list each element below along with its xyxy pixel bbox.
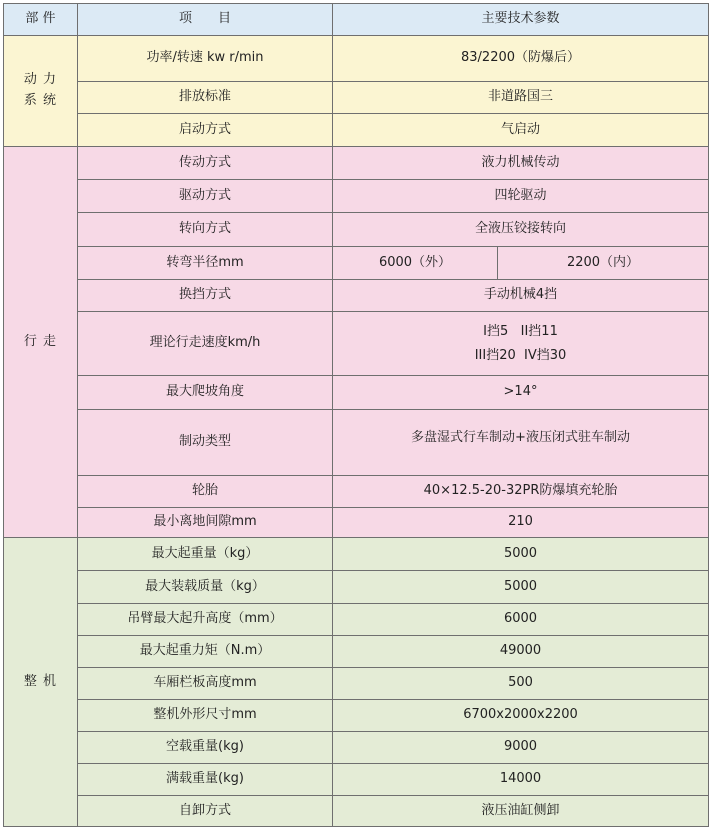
- value-cell: 液力机械传动: [333, 147, 709, 180]
- table-row: [4, 280, 709, 312]
- table-row: [4, 312, 709, 376]
- item-cell: 最大装载质量（kg）: [78, 571, 333, 604]
- table-row: [4, 508, 709, 538]
- table-row: [4, 36, 709, 82]
- speed-line-2: III挡20 IV挡30: [474, 347, 567, 363]
- value-cell-outer: 6000（外）: [333, 247, 498, 280]
- value-cell: 500: [333, 668, 709, 700]
- value-cell: 14000: [333, 764, 709, 796]
- item-cell: 驱动方式: [78, 180, 333, 213]
- category-power: 动 力 系 统: [4, 36, 78, 147]
- table-row: [4, 604, 709, 636]
- table-row: [4, 571, 709, 604]
- item-cell: 最大爬坡角度: [78, 376, 333, 410]
- item-cell: 转向方式: [78, 213, 333, 247]
- item-cell: 最小离地间隙mm: [78, 508, 333, 538]
- item-cell: 排放标准: [78, 82, 333, 114]
- table-row: [4, 213, 709, 247]
- value-cell: 40×12.5-20-32PR防爆填充轮胎: [333, 476, 709, 508]
- value-cell: 全液压铰接转向: [333, 213, 709, 247]
- item-cell: 吊臂最大起升高度（mm）: [78, 604, 333, 636]
- header-params: 主要技术参数: [333, 4, 709, 36]
- value-cell: 四轮驱动: [333, 180, 709, 213]
- item-cell: 理论行走速度km/h: [78, 312, 333, 376]
- value-cell: 5000: [333, 538, 709, 571]
- value-cell-inner: 2200（内）: [498, 247, 709, 280]
- value-cell: 83/2200（防爆后）: [333, 36, 709, 82]
- value-cell: >14°: [333, 376, 709, 410]
- item-cell: 功率/转速 kw r/min: [78, 36, 333, 82]
- item-cell: 轮胎: [78, 476, 333, 508]
- table-row: [4, 764, 709, 796]
- item-cell: 自卸方式: [78, 796, 333, 827]
- value-cell: 5000: [333, 571, 709, 604]
- item-cell: 换挡方式: [78, 280, 333, 312]
- value-cell: 9000: [333, 732, 709, 764]
- item-cell: 车厢栏板高度mm: [78, 668, 333, 700]
- item-cell: 整机外形尺寸mm: [78, 700, 333, 732]
- value-cell: 非道路国三: [333, 82, 709, 114]
- header-item: 项 目: [78, 4, 333, 36]
- value-cell: 手动机械4挡: [333, 280, 709, 312]
- table-row: [4, 538, 709, 571]
- table-row: [4, 147, 709, 180]
- category-machine: 整 机: [4, 538, 78, 827]
- item-cell: 空载重量(kg): [78, 732, 333, 764]
- item-cell: 满载重量(kg): [78, 764, 333, 796]
- table-row: [4, 732, 709, 764]
- table-row: [4, 668, 709, 700]
- value-cell: [333, 312, 709, 376]
- value-cell: 多盘湿式行车制动+液压闭式驻车制动: [333, 410, 709, 476]
- item-cell: 最大起重力矩（N.m）: [78, 636, 333, 668]
- item-cell: 制动类型: [78, 410, 333, 476]
- value-cell: 6000: [333, 604, 709, 636]
- item-cell: 最大起重量（kg）: [78, 538, 333, 571]
- value-cell: 气启动: [333, 114, 709, 147]
- item-cell: 转弯半径mm: [78, 247, 333, 280]
- table-row: [4, 247, 709, 280]
- value-cell: 49000: [333, 636, 709, 668]
- spec-table: [3, 3, 709, 827]
- table-row: [4, 180, 709, 213]
- value-cell: 6700x2000x2200: [333, 700, 709, 732]
- table-row: [4, 410, 709, 476]
- table-row: [4, 796, 709, 827]
- header-component: 部 件: [4, 4, 78, 36]
- table-row: [4, 636, 709, 668]
- table-row: [4, 376, 709, 410]
- table-row: [4, 82, 709, 114]
- value-cell: 210: [333, 508, 709, 538]
- header-row: [4, 4, 709, 36]
- item-cell: 启动方式: [78, 114, 333, 147]
- table-row: [4, 476, 709, 508]
- item-cell: 传动方式: [78, 147, 333, 180]
- speed-line-1: I挡5 II挡11: [483, 323, 558, 339]
- table-row: [4, 700, 709, 732]
- table-row: [4, 114, 709, 147]
- category-travel: 行 走: [4, 147, 78, 538]
- value-cell: 液压油缸侧卸: [333, 796, 709, 827]
